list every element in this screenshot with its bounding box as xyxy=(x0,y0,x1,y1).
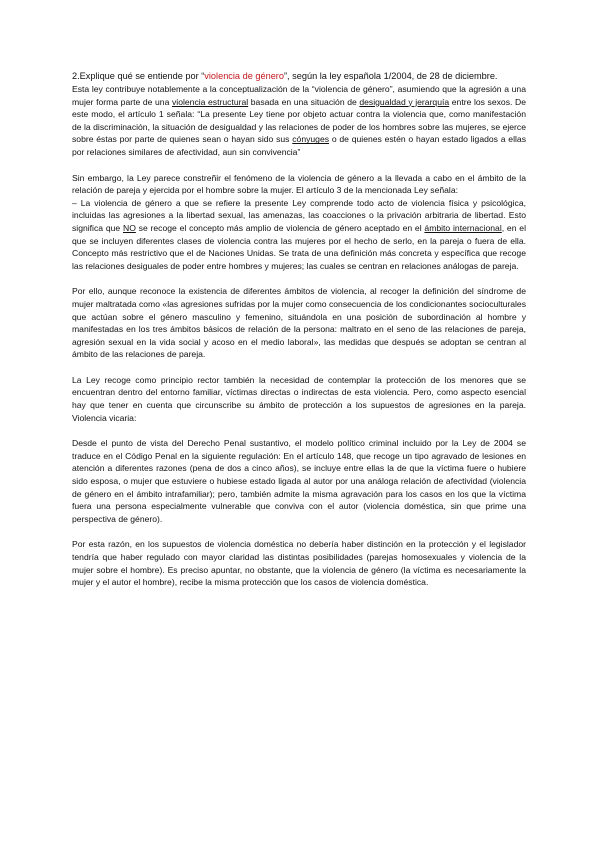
underlined-term: violencia estructural xyxy=(171,96,249,107)
paragraph-3: Por ello, aunque reconoce la existencia de diferentes ámbitos de violencia, al recoger la definición del síndrome de mujer maltratada como «las agresiones sufridas por la mujer como consecuencia de los condicionantes socioculturales que actúan sobre el género masculino y femenino, situándola en una posición de subordinación al hombre y manifestadas en los tres ámbitos básicos de relación de la persona: maltrato en el seno de las relaciones de pareja, agresión sexual en la vida social y acoso en el medio laboral», las medidas que después se adoptan se centran al ámbito de las relaciones de pareja. xyxy=(72,286,526,360)
paragraph-2-intro: Sin embargo, la Ley parece constreñir el fenómeno de la violencia de género a la llevada a cabo en el ámbito de la relación de pareja y ejercida por el hombre sobre la mujer. El artículo 3 de la mencionada Ley señala: xyxy=(72,172,526,196)
paragraph-2-quote: – La violencia de género a que se refiere la presente Ley comprende todo acto de violencia física y psicológica, incluidas las agresiones a la libertad sexual, las amenazas, las coacciones o la privación arbitraria de libertad. Esto significa que NO se recoge el concepto más amplio de violencia de género aceptado en el ámbito internacional, en el que se incluyen diferentes clases de violencia contra las mujeres por el hecho de serlo, en la pareja o fuera de ella. Concepto más restrictivo que el de Naciones Unidas. Se trata de una definición más concreta y específica que recoge las relaciones desiguales de poder entre hombres y mujeres; las cuales se centran en relaciones análogas de pareja. xyxy=(72,197,526,271)
paragraph-5: Desde el punto de vista del Derecho Penal sustantivo, el modelo político criminal incluido por la Ley de 2004 se traduce en el Código Penal en la siguiente regulación: En el artículo 148, que recoge un tipo agravado de lesiones en atención a diferentes razones (pena de dos a cinco años), se incluye entre ellas la de que la víctima fuere o hubiere sido esposa, o mujer que estuviere o hubiese estado ligada al autor por una análoga relación de afectividad (violencia de género en el ámbito intrafamiliar); pero, también admite la misma agravación para los casos en los que la víctima fuera una persona especialmente vulnerable que conviva con el autor (violencia doméstica, sin que prime una perspectiva de género). xyxy=(72,438,526,524)
document-page xyxy=(72,70,526,589)
paragraph-4: La Ley recoge como principio rector también la necesidad de contemplar la protección de los menores que se encuentran dentro del entorno familiar, víctimas directas o indirectas de esta violencia. Pero, como aspecto esencial hay que tener en cuenta que circunscribe su ámbito de protección a los supuestos de agresiones en la pareja. Violencia vicaria: xyxy=(72,374,526,423)
underlined-term: NO xyxy=(122,222,136,233)
question-heading: 2.Explique qué se entiende por “violencia de género”, según la ley española 1/2004, de 28 de diciembre. xyxy=(72,71,498,81)
paragraph-1: Esta ley contribuye notablemente a la conceptualización de la “violencia de género”, asumiendo que la agresión a una mujer forma parte de una violencia estructural basada en una situación de desigualdad y jerarquía entre los sexos. De este modo, el artículo 1 señala: “La presente Ley tiene por objeto actuar contra la violencia que, como manifestación de la discriminación, la situación de desigualdad y las relaciones de poder de los hombres sobre las mujeres, se ejerce sobre éstas por parte de quienes sean o hayan sido sus cónyuges o de quienes estén o hayan estado ligados a ellas por relaciones similares de afectividad, aun sin convivencia” xyxy=(72,84,526,157)
underlined-term: desigualdad y jerarquía xyxy=(359,96,450,107)
underlined-term: cónyuges xyxy=(292,134,330,145)
underlined-term: ámbito internacional xyxy=(424,222,502,233)
highlighted-term: violencia de género xyxy=(204,71,284,81)
paragraph-6: Por esta razón, en los supuestos de violencia doméstica no debería haber distinción en la protección y el legislador tendría que haber regulado con mayor claridad las distintas posibilidades (parejas homosexuales y violencia de la mujer sobre el hombre). Es preciso apuntar, no obstante, que la violencia de género (la víctima es necesariamente la mujer y el autor el hombre), recibe la misma protección que los casos de violencia doméstica. xyxy=(72,539,526,588)
